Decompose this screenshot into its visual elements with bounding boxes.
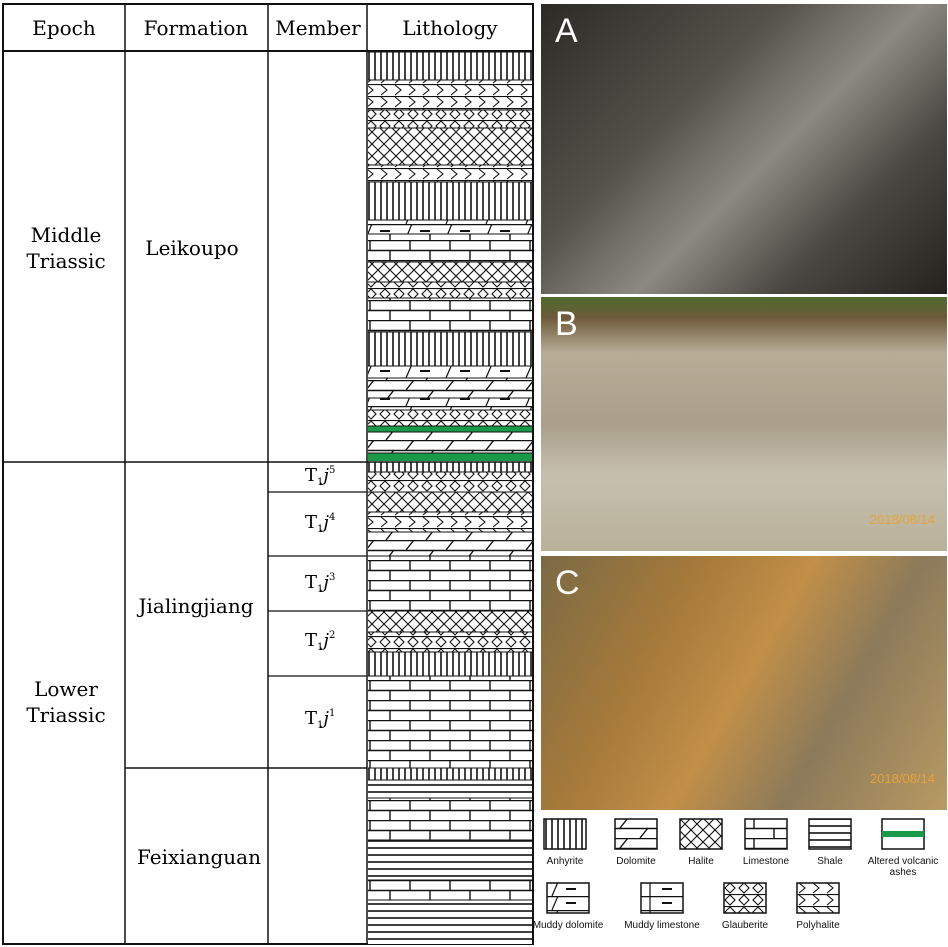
photo-a-label: A — [555, 12, 578, 50]
lithology-layer-hal — [368, 611, 532, 632]
photo-b — [541, 297, 947, 551]
lithology-layer-lime — [368, 234, 532, 262]
epoch-lower-line1: Lower — [34, 677, 98, 701]
legend-muddy-dolomite — [526, 882, 610, 931]
legend-swatch — [744, 818, 788, 850]
lithology-layer-pol — [368, 512, 532, 532]
photo-c-date: 2018/08/14 — [869, 771, 935, 786]
header-formation: Formation — [143, 16, 249, 40]
member-label: $T_1j^5$ — [305, 465, 336, 488]
header-epoch: Epoch — [32, 16, 96, 40]
lithology-layer-mdol — [368, 398, 532, 410]
lithology-layer-gla — [368, 282, 532, 298]
lithology-layer-sha — [368, 900, 532, 944]
lithology-layer-anh — [368, 462, 532, 472]
legend-muddy-limestone — [620, 882, 704, 931]
legend-swatch — [723, 882, 767, 914]
legend-label: Anhyrite — [546, 856, 584, 867]
legend-label: Polyhalite — [796, 920, 840, 931]
legend-shale — [788, 818, 872, 867]
lithology-layer-gla — [368, 472, 532, 492]
lithology-layer-anh — [368, 652, 532, 676]
legend-glauberite — [703, 882, 787, 931]
photo-b-label: B — [555, 305, 578, 343]
lithology-layer-lime — [368, 798, 532, 840]
lithology-layer-hal — [368, 128, 532, 165]
legend-label: Shale — [817, 856, 843, 867]
lithology-layer-lime — [368, 676, 532, 768]
legend-swatch — [546, 882, 590, 914]
legend-label: Limestone — [742, 856, 790, 867]
lithology-layer-lime — [368, 298, 532, 332]
lithology-layer-ash — [368, 453, 532, 461]
lithology-layer-mdol — [368, 220, 532, 234]
lithology-layer-gla — [368, 410, 532, 426]
legend-label: Muddy limestone — [624, 920, 700, 931]
epoch-middle-line2: Triassic — [26, 249, 106, 273]
legend-label: Altered volcanic ashes — [867, 856, 939, 878]
member-label: $T_1j^4$ — [305, 512, 336, 535]
epoch-lower-line2: Triassic — [26, 703, 106, 727]
lithology-layer-gla — [368, 632, 532, 652]
epoch-middle-line1: Middle — [30, 223, 102, 247]
lithology-layer-pol — [368, 80, 532, 110]
lithology-layer-anh — [368, 332, 532, 366]
legend-ash — [861, 818, 945, 878]
lithology-layer-lime — [368, 880, 532, 900]
lithology-layer-dol — [368, 378, 532, 398]
legend-label: Dolomite — [616, 856, 656, 867]
lithology-layer-gla — [368, 110, 532, 128]
photo-a — [541, 4, 947, 294]
lithology-column — [368, 52, 532, 944]
photo-c — [541, 556, 947, 810]
legend-label: Halite — [688, 856, 714, 867]
photo-b-date: 2018/08/14 — [869, 512, 935, 527]
legend-swatch — [881, 818, 925, 850]
header-lithology: Lithology — [402, 16, 498, 40]
member-label: $T_1j^2$ — [305, 630, 336, 653]
lithology-layer-lime — [368, 556, 532, 611]
member-label: $T_1j^3$ — [305, 572, 336, 595]
header-member: Member — [275, 16, 361, 40]
photo-c-label: C — [555, 564, 580, 602]
legend-swatch — [679, 818, 723, 850]
lithology-layer-hal — [368, 492, 532, 512]
lithology-layer-dol — [368, 532, 532, 556]
lithology-layer-dol — [368, 432, 532, 453]
formation-leikoupo: Leikoupo — [145, 236, 239, 260]
lithology-layer-anh — [368, 182, 532, 220]
lithology-layer-anh — [368, 52, 532, 80]
formation-jialingjiang: Jialingjiang — [138, 594, 254, 618]
legend-label: Muddy dolomite — [532, 920, 604, 931]
formation-feixianguan: Feixianguan — [137, 845, 261, 869]
legend-swatch — [640, 882, 684, 914]
lithology-layer-mdol — [368, 366, 532, 378]
legend-swatch — [808, 818, 852, 850]
lithology-layer-hal — [368, 262, 532, 282]
lithology-layer-ash — [368, 426, 532, 432]
legend-swatch — [543, 818, 587, 850]
lithology-layer-sha — [368, 840, 532, 880]
lithology-layer-sha — [368, 780, 532, 798]
legend-label: Glauberite — [721, 920, 769, 931]
legend-polyhalite — [776, 882, 860, 931]
member-label: $T_1j^1$ — [305, 708, 336, 731]
lithology-layer-anh — [368, 768, 532, 780]
lithology-layer-pol — [368, 165, 532, 182]
legend-swatch — [796, 882, 840, 914]
legend-swatch — [614, 818, 658, 850]
